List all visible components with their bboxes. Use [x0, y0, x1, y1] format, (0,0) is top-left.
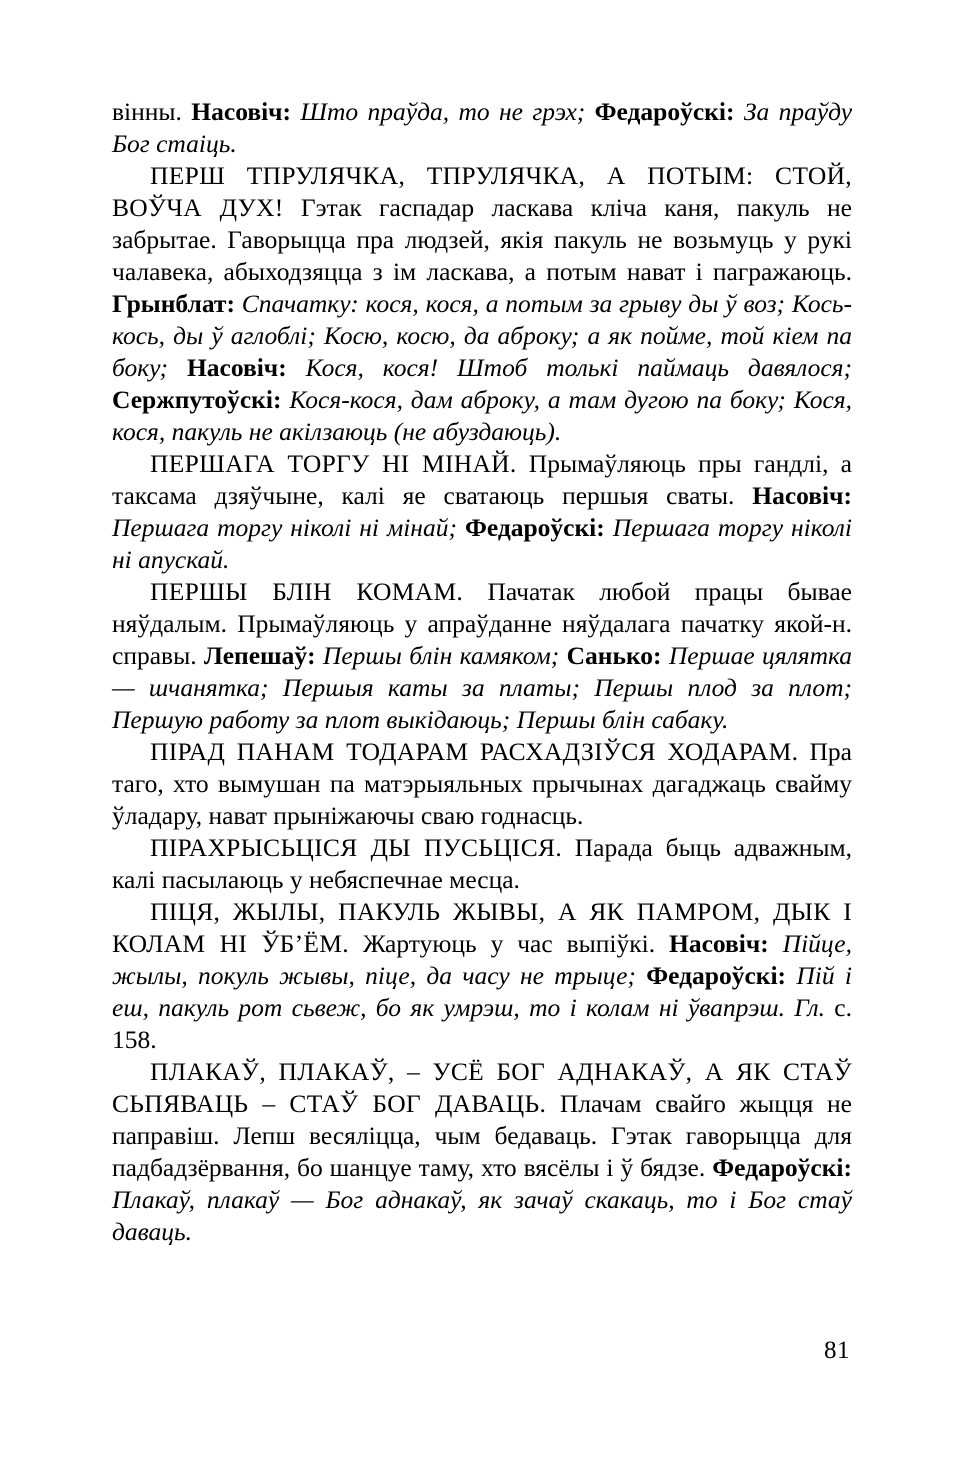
entry-headword: ПІРАХРЫСЬЦІСЯ ДЫ ПУСЬЦІСЯ.: [150, 833, 563, 862]
entry-headword: ПІЦЯ, ЖЫЛЫ, ПАКУЛЬ ЖЫВЫ, А ЯК ПАМРОМ, ДЫК І КОЛАМ НІ ЎБ’ЁМ.: [112, 897, 852, 958]
proverb-variant: Гл.: [794, 993, 825, 1022]
proverb-variant: Першы блін камяком;: [322, 641, 560, 670]
source-attribution: Санько:: [566, 641, 662, 670]
source-attribution: Насовіч:: [186, 353, 287, 382]
body-text: [168, 353, 187, 382]
body-text: [769, 929, 783, 958]
body-text: [785, 993, 794, 1022]
body-text: [585, 97, 594, 126]
paragraph: [112, 896, 852, 1056]
source-attribution: Грынблат:: [112, 289, 235, 318]
source-attribution: Сержпутоўскі:: [112, 385, 282, 414]
body-text: Пра таго, хто вымушан па матэрыяльных прычынах дагаджаць свайму ўладару, нават прыніжаючы сваю годнасць.: [112, 737, 853, 830]
entry-headword: ПІРАД ПАНАМ ТОДАРАМ РАСХАДЗІЎСЯ ХОДАРАМ.: [150, 737, 799, 766]
source-attribution: Насовіч:: [191, 97, 292, 126]
body-text: [287, 353, 306, 382]
paragraph: [112, 448, 852, 576]
body-text: Гэтак гаспадар ласкава кліча каня, пакуль не забрытае. Гаворыцца пра людзей, якія пакуль не возьмуць у рукі чалавека, абыходзяцца з ім ласкава, а потым нават і пагражаюць.: [112, 193, 852, 286]
body-text: [734, 97, 743, 126]
source-attribution: Насовіч:: [752, 481, 852, 510]
proverb-variant: Першага торгу ніколі ні апускай.: [112, 513, 853, 574]
proverb-variant: Пій і еш, пакуль рот сьвеж, бо як умрэш, то і колам ні ўвапрэш.: [112, 961, 853, 1022]
source-attribution: Насовіч:: [669, 929, 769, 958]
paragraph: [112, 96, 852, 160]
entry-headword: ПЛАКАЎ, ПЛАКАЎ, – УСЁ БОГ АДНАКАЎ, А ЯК СТАЎ СЬПЯВАЦЬ – СТАЎ БОГ ДАВАЦЬ.: [112, 1057, 852, 1118]
body-text: [605, 513, 613, 542]
paragraph: [112, 832, 852, 896]
proverb-variant: За праўду Бог стаіць.: [112, 97, 853, 158]
proverb-variant: Што праўда, то не грэх;: [300, 97, 586, 126]
body-text: Парада быць адважным, калі пасылаюць у небяспечнае месца.: [112, 833, 852, 894]
body-text: Прымаўляюць пры гандлі, а таксама дзяўчыне, калі яе сватаюць першыя сваты.: [112, 449, 852, 510]
body-text: Пачатак любой працы бывае няўдалым. Прымаўляюць у апраўданне няўдалага пачатку якой-н. справы.: [112, 577, 853, 670]
proverb-variant: Кося, кося! Штоб толькі паймаць давялося;: [305, 353, 853, 382]
body-text: [235, 289, 242, 318]
body-text: [559, 641, 566, 670]
proverb-variant: Плакаў, плакаў — Бог аднакаў, як зачаў скакаць, то і Бог стаў даваць.: [112, 1185, 852, 1246]
body-text: вінны.: [112, 97, 192, 126]
body-text: Жартуюць у час выпіўкі.: [348, 929, 670, 958]
page-number: 81: [824, 1337, 850, 1364]
proverb-variant: Кося-кося, дам аброку, а там дугою па боку; Кося, кося, пакуль не акілзаюць (не абуздаюць).: [112, 385, 853, 446]
body-text: с. 158.: [112, 993, 852, 1054]
body-text: [636, 961, 646, 990]
proverb-variant: Пійце, жылы, покуль жывы, піце, да часу не трыце;: [112, 929, 852, 990]
body-text: [786, 961, 796, 990]
proverb-variant: Першае цялятка — шчанятка; Першыя каты за платы; Першы плод за плот; Першую работу за плот выкідаюць; Першы блін сабаку.: [112, 641, 853, 734]
proverb-variant: Першага торгу ніколі ні мінай;: [112, 513, 457, 542]
source-attribution: Лепешаў:: [203, 641, 316, 670]
source-attribution: Федароўскі:: [464, 513, 605, 542]
proverb-variant: Спачатку: кося, кося, а потым за грыву ды ў воз; Кось-кось, ды ў аглоблі; Косю, косю, да аброку; а як пойме, той кіем па боку;: [112, 289, 853, 382]
text-column: [112, 96, 852, 1248]
paragraph: [112, 160, 852, 448]
entry-headword: ПЕРШ ТПРУЛЯЧКА, ТПРУЛЯЧКА, А ПОТЫМ: СТОЙ, ВОЎЧА ДУХ!: [112, 161, 852, 222]
paragraph: [112, 736, 852, 832]
paragraph: [112, 576, 852, 736]
source-attribution: Федароўскі:: [646, 961, 787, 990]
body-text: [457, 513, 465, 542]
source-attribution: Федароўскі:: [594, 97, 735, 126]
entry-headword: ПЕРШАГА ТОРГУ НІ МІНАЙ.: [150, 449, 517, 478]
body-text: [662, 641, 669, 670]
body-text: Плачам свайго жыцця не паправіш. Лепш весяліцца, чым бедаваць. Гэтак гаворыцца для падбадзёрвання, бо шанцуе таму, хто вясёлы і ў бядзе.: [112, 1089, 852, 1182]
paragraph: [112, 1056, 852, 1248]
body-text: [316, 641, 323, 670]
source-attribution: Федароўскі:: [712, 1153, 852, 1182]
entry-headword: ПЕРШЫ БЛІН КОМАМ.: [150, 577, 464, 606]
